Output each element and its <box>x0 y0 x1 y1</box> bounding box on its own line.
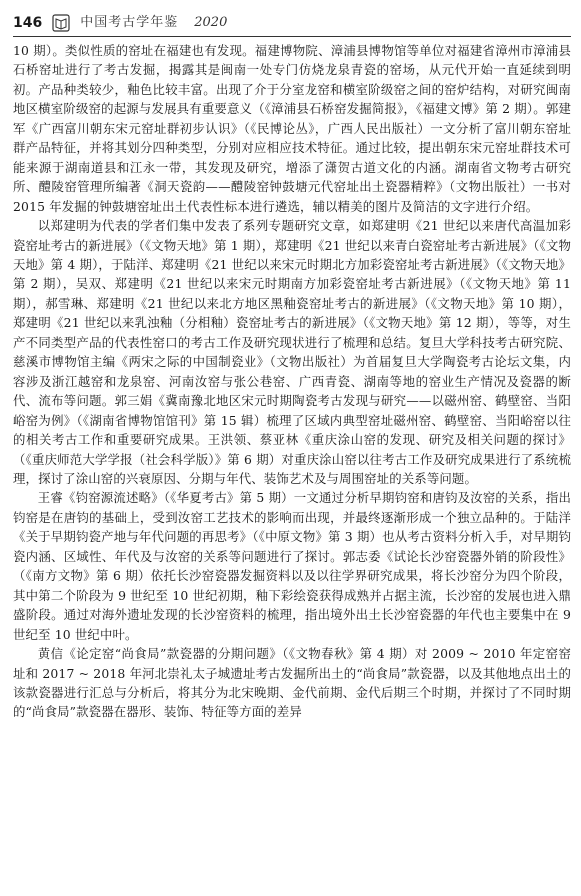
paragraph-4: 黄信《论定窑“尚食局”款瓷器的分期问题》（《文物春秋》第 4 期）对 2009 ~ 2010 年定窑窑址和 2017 ~ 2018 年河北崇礼太子城遗址考古发掘所出土的“尚食局”款瓷器，以及其他地点出土的该款瓷器进行汇总与分析后，将其分为北宋晚期、金代前期、金代后期三个时期，并探讨了不同时期的“尚食局”款瓷器在器形、装饰、特征等方面的差异 <box>13 646 571 720</box>
running-header <box>13 0 571 37</box>
journal-year: 2020 <box>194 15 228 30</box>
page-number: 146 <box>13 15 43 31</box>
book-emblem-icon <box>52 14 70 32</box>
paragraph-1: 10 期）。类似性质的窑址在福建也有发现。福建博物院、漳浦县博物馆等单位对福建省漳州市漳浦县石桥窑址进行了考古发掘，揭露其是闽南一处专门仿烧龙泉青瓷的窑场，从元代开始一直延续到明初。产品种类较少，釉色比较丰富。出现了介于分室龙窑和横室阶级窑之间的窑炉结构，对研究闽南地区横室阶级窑的起源与发展具有重要意义（《漳浦县石桥窑发掘简报》，《福建文博》第 2 期）。郭建军《广西富川朝东宋元窑址群初步认识》（《民博论丛》，广西人民出版社）一文分析了富川朝东窑址群产品特征，并将其划分四种类型，分别对应相应技术特征。通过比较，提出朝东宋元窑址群技术可能来源于湖南道县和江永一带，其发现及研究，增添了潇贺古道文化的内涵。湖南省文物考古研究所、醴陵窑管理所编著《洞天瓷韵——醴陵窑钟鼓塘元代窑址出土瓷器精粹》（文物出版社）一书对 2015 年发掘的钟鼓塘窑址出土代表性标本进行遴选，辅以精美的图片及简洁的文字进行介绍。 <box>13 43 571 214</box>
article-body <box>13 41 571 722</box>
paragraph-3: 王睿《钧窑源流述略》（《华夏考古》第 5 期）一文通过分析早期钧窑和唐钧及汝窑的关系，指出钧窑是在唐钧的基础上，受到汝窑工艺技术的影响而出现，并最终逐渐形成一个独立品种的。于陆洋《关于早期钧瓷产地与年代问题的再思考》（《中原文物》第 3 期）也从考古资料分析入手，对早期钧瓷内涵、区域性、年代及与汝窑的关系等问题进行了探讨。郭志委《试论长沙窑瓷器外销的阶段性》（《南方文物》第 6 期）依托长沙窑瓷器发掘资料以及以往学界研究成果，将长沙窑分为四个阶段，其中第二个阶段为 9 世纪至 10 世纪初期，釉下彩绘瓷获得成熟并占据主流，长沙窑的发展也进入鼎盛阶段。通过对海外遗址发现的长沙窑资料的梳理，指出境外出土长沙窑瓷器的年代也主要集中在 9 世纪至 10 世纪中叶。 <box>13 490 571 642</box>
journal-title: 中国考古学年鉴 <box>80 15 179 30</box>
paragraph-2: 以郑建明为代表的学者们集中发表了系列专题研究文章，如郑建明《21 世纪以来唐代高温加彩瓷窑址考古的新进展》（《文物天地》第 1 期），郑建明《21 世纪以来青白瓷窑址考古新进展》（《文物天地》第 4 期），于陆洋、郑建明《21 世纪以来宋元时期北方加彩瓷窑址考古新进展》（《文物天地》第 2 期），吴双、郑建明《21 世纪以来宋元时期南方加彩瓷窑址考古新进展》（《文物天地》第 11 期），郝雪琳、郑建明《21 世纪以来北方地区黑釉瓷窑址考古的新进展》（《文物天地》第 10 期），郑建明《21 世纪以来乳浊釉（分相釉）瓷窑址考古的新进展》（《文物天地》第 12 期），等等，对生产不同类型产品的代表性窑口的考古工作及研究现状进行了梳理和总结。复旦大学科技考古研究院、慈溪市博物馆主编《两宋之际的中国制瓷业》（文物出版社）为首届复旦大学陶瓷考古论坛文集，内容涉及浙江越窑和龙泉窑、河南汝窑与张公巷窑、广西青瓷、湖南等地的窑业生产情况及瓷器的断代、流布等问题。郭三娟《冀南豫北地区宋元时期陶瓷考古发现与研究——以磁州窑、鹤壁窑、当阳峪窑为例》（《湖南省博物馆馆刊》第 15 辑）梳理了区域内典型窑址磁州窑、鹤壁窑、当阳峪窑以往的相关考古工作和重要研究成果。王洪领、蔡亚林《重庆涂山窑的发现、研究及相关问题的探讨》（《重庆师范大学学报（社会科学版）》第 6 期）对重庆涂山窑以往考古工作及研究成果进行了系统梳理，探讨了涂山窑的兴衰原因、分期与年代、装饰艺术及与周围窑址的关系等问题。 <box>13 218 571 486</box>
